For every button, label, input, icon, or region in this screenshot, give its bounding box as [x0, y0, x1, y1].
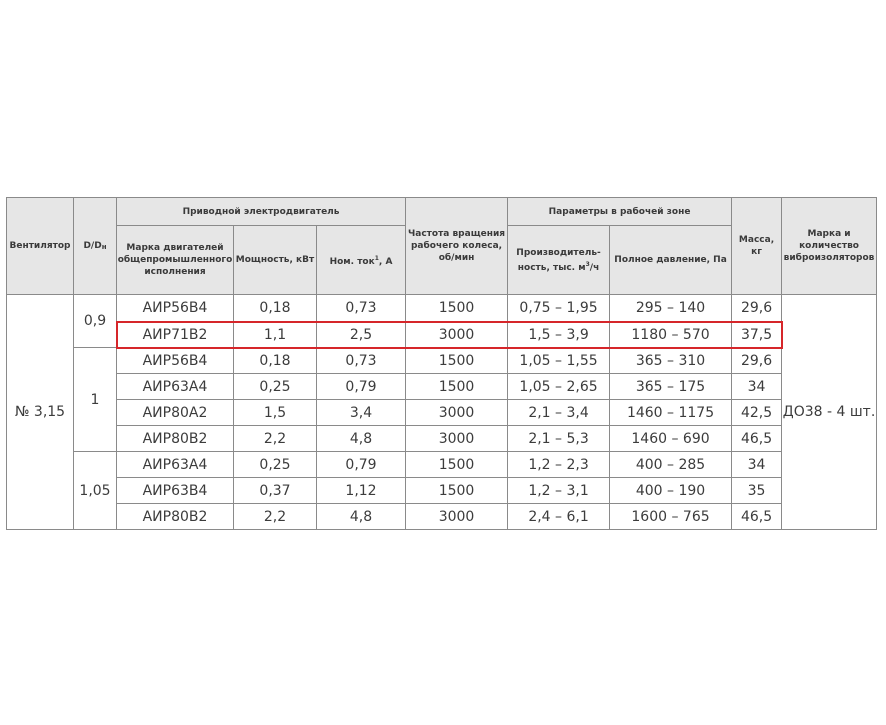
power-cell: 2,2: [234, 504, 317, 530]
motor-cell: АИР80А2: [117, 400, 234, 426]
flow-cell: 1,2 – 3,1: [508, 478, 610, 504]
header-fan: Вентилятор: [7, 198, 74, 295]
header-params-group: Параметры в рабочей зоне: [508, 198, 732, 226]
pressure-cell: 365 – 175: [610, 374, 732, 400]
header-motor-brand: Марка двигателей общепромышленного исполнения: [117, 226, 234, 295]
speed-cell: 1500: [406, 295, 508, 322]
table-row: [7, 478, 877, 504]
pressure-cell: 400 – 285: [610, 452, 732, 478]
speed-cell: 1500: [406, 478, 508, 504]
speed-cell: 3000: [406, 322, 508, 348]
flow-cell: 1,05 – 2,65: [508, 374, 610, 400]
header-isolators: Марка и количество виброизоляторов: [782, 198, 877, 295]
mass-cell: 34: [732, 452, 782, 478]
power-cell: 0,37: [234, 478, 317, 504]
pressure-cell: 1600 – 765: [610, 504, 732, 530]
header-motor-group: Приводной электродвигатель: [117, 198, 406, 226]
dd-ratio-cell: 0,9: [74, 295, 117, 348]
pressure-cell: 1460 – 1175: [610, 400, 732, 426]
current-cell: 1,12: [317, 478, 406, 504]
dd-ratio-cell: 1,05: [74, 452, 117, 530]
header-mass: Масса, кг: [732, 198, 782, 295]
power-cell: 2,2: [234, 426, 317, 452]
current-cell: 4,8: [317, 426, 406, 452]
current-cell: 0,73: [317, 295, 406, 322]
table-row: [7, 504, 877, 530]
current-cell: 2,5: [317, 322, 406, 348]
power-cell: 1,1: [234, 322, 317, 348]
power-cell: 0,25: [234, 452, 317, 478]
table-row: [7, 452, 877, 478]
header-flow: Производитель-ность, тыс. $м^3/ч$: [508, 226, 610, 295]
motor-cell: АИР63А4: [117, 452, 234, 478]
flow-cell: 2,1 – 5,3: [508, 426, 610, 452]
header-dd: D/Dн: [74, 198, 117, 295]
motor-cell: АИР56В4: [117, 348, 234, 374]
pressure-cell: 365 – 310: [610, 348, 732, 374]
flow-cell: 2,1 – 3,4: [508, 400, 610, 426]
current-cell: 0,79: [317, 374, 406, 400]
pressure-cell: 400 – 190: [610, 478, 732, 504]
motor-cell: АИР56В4: [117, 295, 234, 322]
table-row: [7, 374, 877, 400]
motor-cell: АИР80В2: [117, 504, 234, 530]
pressure-cell: 1180 – 570: [610, 322, 732, 348]
current-cell: 4,8: [317, 504, 406, 530]
flow-cell: 1,05 – 1,55: [508, 348, 610, 374]
mass-cell: 35: [732, 478, 782, 504]
motor-cell: АИР71В2: [117, 322, 234, 348]
power-cell: 0,25: [234, 374, 317, 400]
motor-cell: АИР63А4: [117, 374, 234, 400]
motor-cell: АИР63В4: [117, 478, 234, 504]
current-cell: 0,73: [317, 348, 406, 374]
mass-cell: 34: [732, 374, 782, 400]
mass-cell: 42,5: [732, 400, 782, 426]
fan-id-cell: № 3,15: [7, 295, 74, 530]
flow-cell: 0,75 – 1,95: [508, 295, 610, 322]
mass-cell: 46,5: [732, 504, 782, 530]
power-cell: 0,18: [234, 295, 317, 322]
table-row: [7, 348, 877, 374]
current-cell: 3,4: [317, 400, 406, 426]
table-row: [7, 322, 877, 348]
speed-cell: 1500: [406, 374, 508, 400]
table-header: [7, 198, 877, 295]
pressure-cell: 295 – 140: [610, 295, 732, 322]
header-pressure: Полное давление, Па: [610, 226, 732, 295]
mass-cell: 29,6: [732, 348, 782, 374]
flow-cell: 2,4 – 6,1: [508, 504, 610, 530]
power-cell: 1,5: [234, 400, 317, 426]
pressure-cell: 1460 – 690: [610, 426, 732, 452]
table-row: [7, 400, 877, 426]
current-cell: 0,79: [317, 452, 406, 478]
flow-cell: 1,2 – 2,3: [508, 452, 610, 478]
speed-cell: 1500: [406, 452, 508, 478]
mass-cell: 37,5: [732, 322, 782, 348]
header-power: Мощность, кВт: [234, 226, 317, 295]
speed-cell: 3000: [406, 426, 508, 452]
mass-cell: 46,5: [732, 426, 782, 452]
isolators-cell: ДО38 - 4 шт.: [782, 295, 877, 530]
speed-cell: 1500: [406, 348, 508, 374]
table-row: [7, 295, 877, 322]
speed-cell: 3000: [406, 400, 508, 426]
mass-cell: 29,6: [732, 295, 782, 322]
power-cell: 0,18: [234, 348, 317, 374]
table-body: [7, 295, 877, 530]
fan-spec-table: [6, 197, 877, 530]
flow-cell: 1,5 – 3,9: [508, 322, 610, 348]
motor-cell: АИР80В2: [117, 426, 234, 452]
header-current: Ном. ток$^1$, А: [317, 226, 406, 295]
speed-cell: 3000: [406, 504, 508, 530]
header-speed: Частота вращения рабочего колеса, об/мин: [406, 198, 508, 295]
table-row: [7, 426, 877, 452]
dd-ratio-cell: 1: [74, 348, 117, 452]
